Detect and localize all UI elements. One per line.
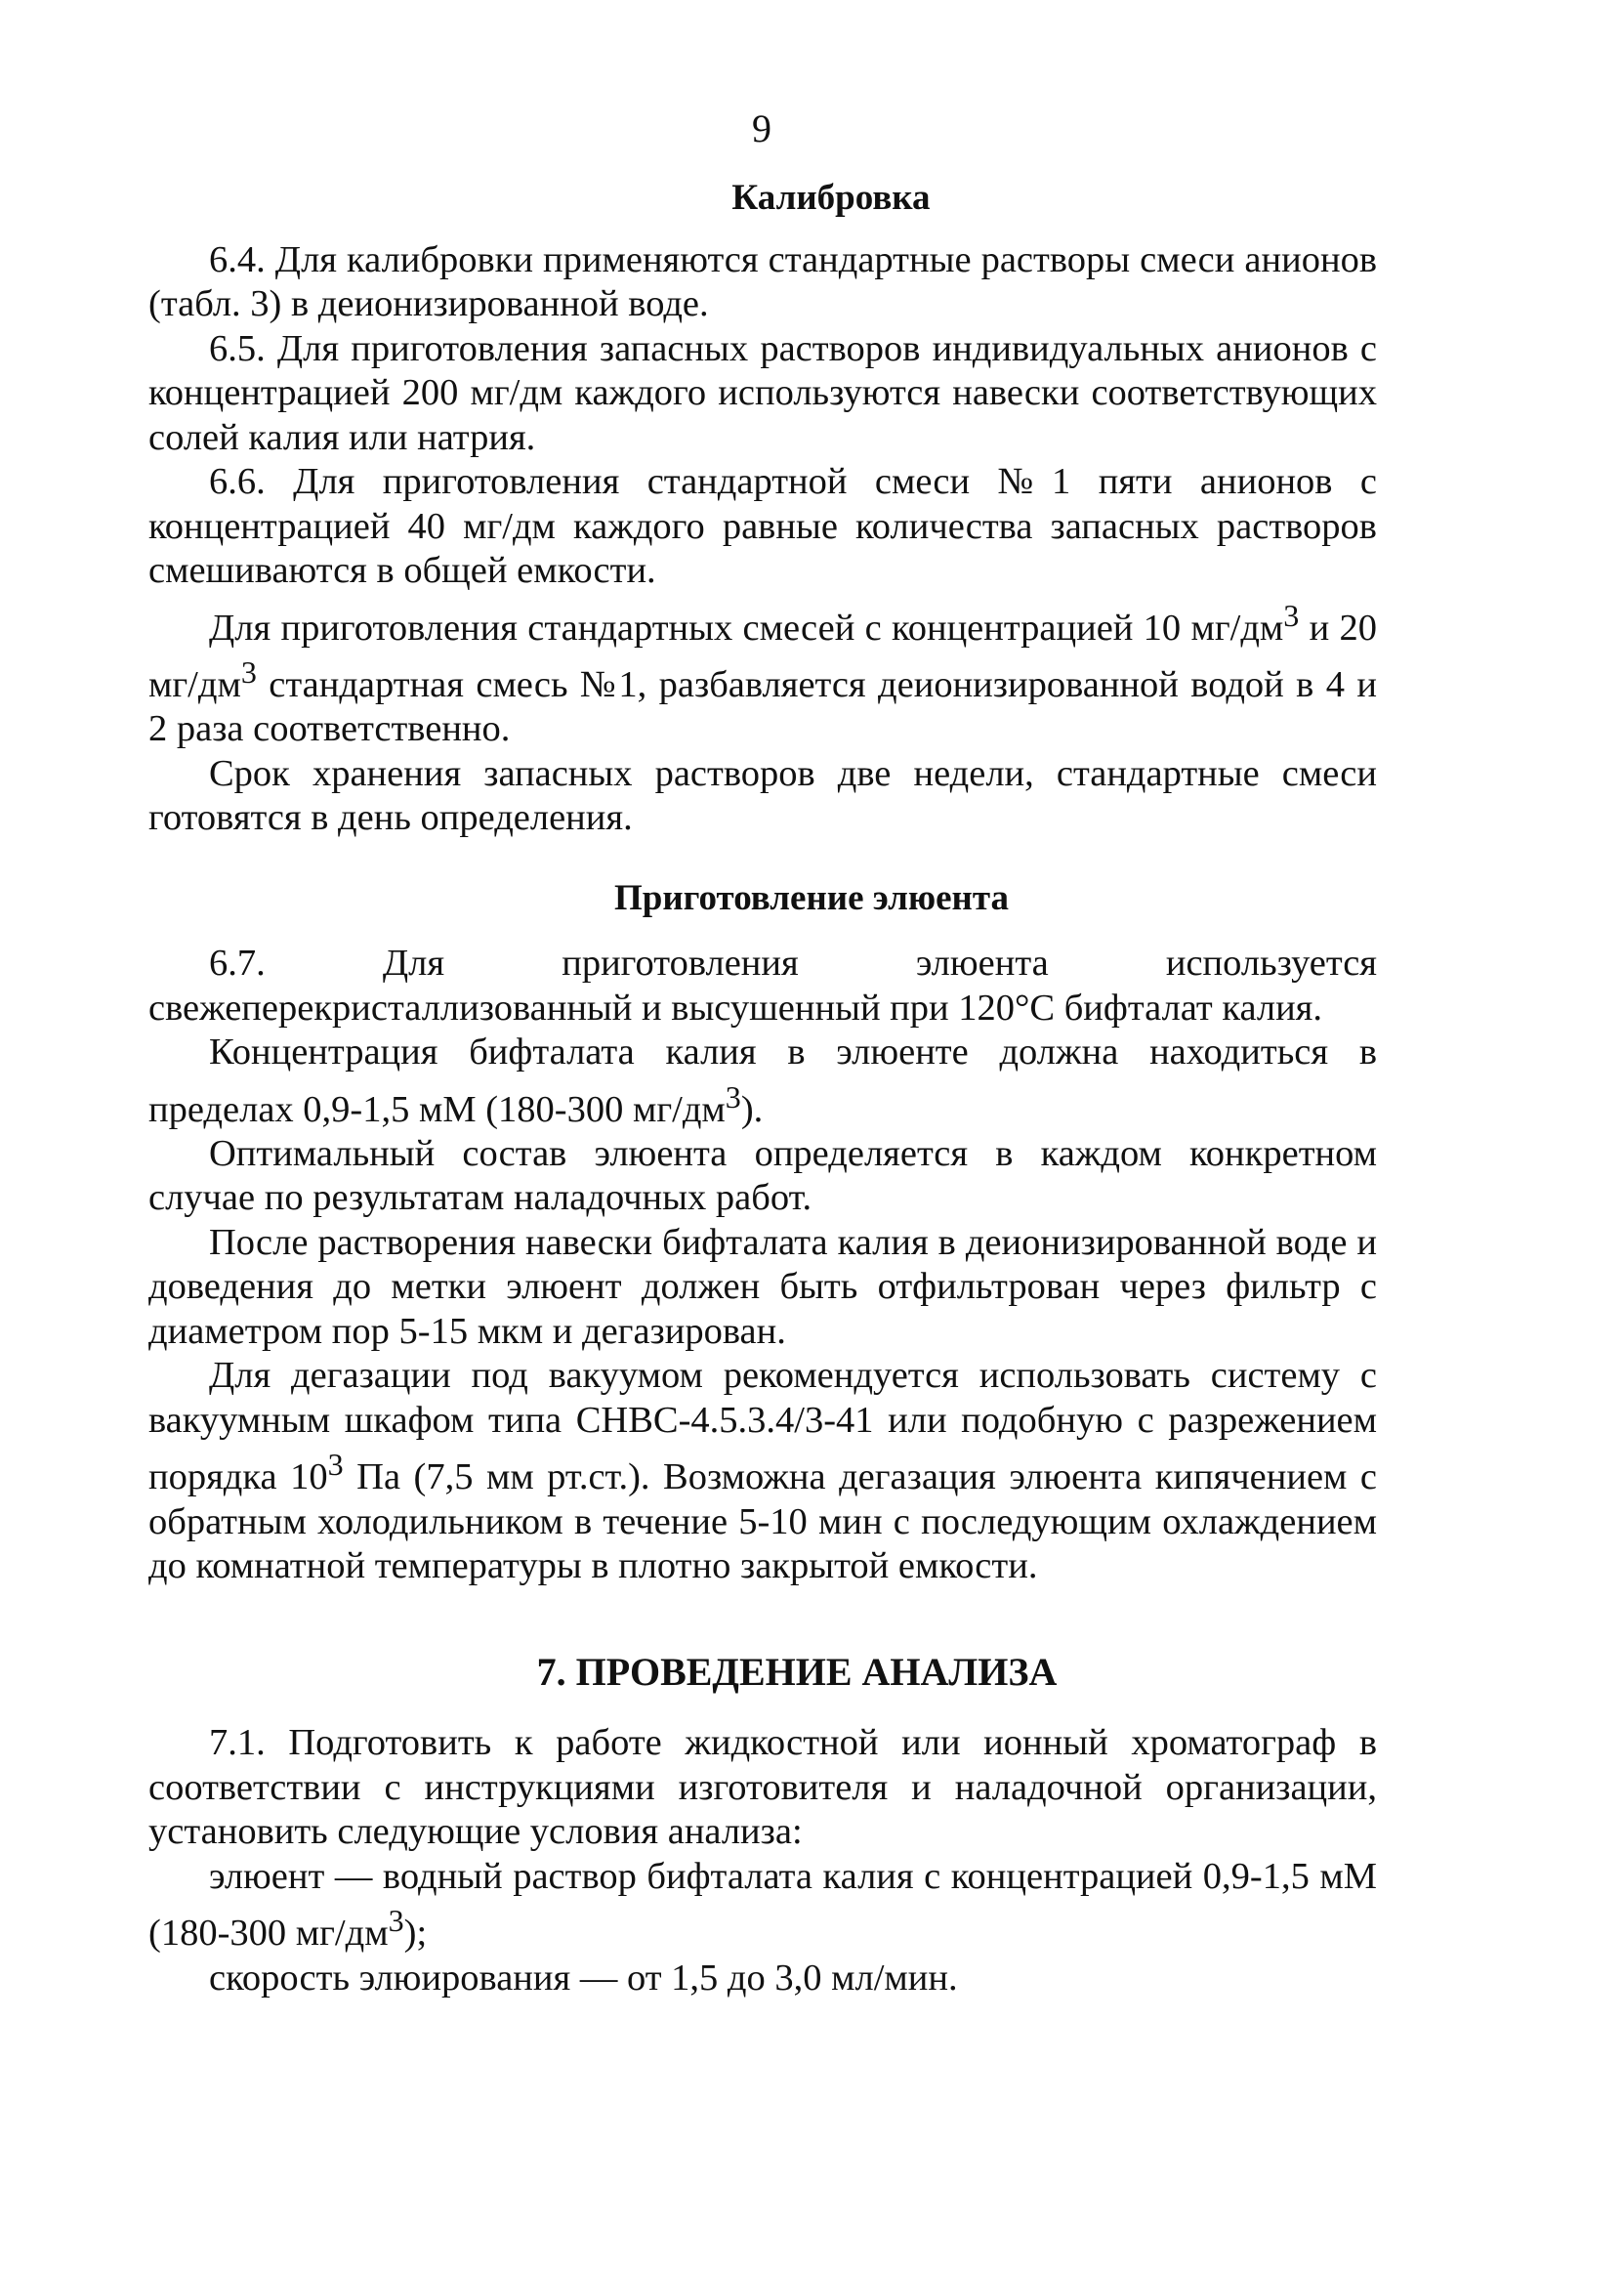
text-fragment: Па (7,5 мм рт.ст.). Возможна дегазация элюента кипячением с обратным холодильником в течение 5-10 мин с последующим охлаждением до комнатной температуры в плотно закрытой емкости. — [148, 1456, 1377, 1587]
paragraph-optimal-composition: Оптимальный состав элюента определяется в каждом конкретном случае по результатам наладочных работ. — [148, 1132, 1377, 1219]
page-content — [148, 176, 1377, 2000]
superscript: 3 — [725, 1078, 741, 1115]
superscript: 3 — [1283, 597, 1300, 633]
eluent-heading: Приготовление элюента — [613, 877, 1010, 918]
paragraph-standard-mixtures — [148, 594, 1377, 752]
section-7-heading: 7. ПРОВЕДЕНИЕ АНАЛИЗА — [536, 1649, 1058, 1694]
paragraph-elution-rate: скорость элюирования — от 1,5 до 3,0 мл/мин. — [209, 1957, 958, 1999]
superscript: 3 — [388, 1903, 404, 1939]
text-fragment: элюент — водный раствор бифталата калия с концентрацией 0,9-1,5 мМ (180-300 мг/дм — [148, 1855, 1377, 1955]
text-fragment: ); — [403, 1913, 428, 1955]
paragraph-storage: Срок хранения запасных растворов две недели, стандартные смеси готовятся в день определения. — [148, 752, 1377, 839]
paragraph-6-7: 6.7. Для приготовления элюента используется свежеперекристаллизованный и высушенный при 120°С бифталат калия. — [148, 943, 1377, 1029]
superscript: 3 — [327, 1447, 344, 1483]
page-number: 9 — [752, 106, 771, 150]
text-fragment: ). — [740, 1088, 764, 1130]
paragraph-6-4: 6.4. Для калибровки применяются стандартные растворы смеси анионов (табл. 3) в деионизированной воде. — [148, 238, 1377, 324]
calibration-heading: Калибровка — [731, 178, 931, 218]
superscript: 3 — [240, 653, 257, 690]
text-fragment: стандартная смесь №1, разбавляется деионизированной водой в 4 и 2 раза соответственно. — [148, 663, 1377, 750]
paragraph-filtration: После растворения навески бифталата калия в деионизированной воде и доведения до метки элюент должен быть отфильтрован через фильтр с диаметром пор 5-15 мкм и дегазирован. — [148, 1221, 1377, 1352]
paragraph-eluent-condition — [148, 1855, 1377, 1957]
text-fragment: Для дегазации под вакуумом рекомендуется использовать систему с вакуумным шкафом типа СНВС-4.5.3.4/3-41 или подобную с разрежением порядка 10 — [148, 1355, 1377, 1498]
text-fragment: Концентрация бифталата калия в элюенте должна находиться в пределах 0,9-1,5 мМ (180-300 мг/дм — [148, 1031, 1377, 1130]
text-fragment: Для приготовления стандартных смесей с концентрацией 10 мг/дм — [209, 607, 1284, 649]
paragraph-degassing — [148, 1354, 1377, 1588]
paragraph-7-1: 7.1. Подготовить к работе жидкостной или ионный хроматограф в соответствии с инструкциями изготовителя и наладочной организации, установить следующие условия анализа: — [148, 1722, 1377, 1853]
paragraph-6-5: 6.5. Для приготовления запасных растворов индивидуальных анионов с концентрацией 200 мг/дм каждого используются навески соответствующих солей калия или натрия. — [148, 327, 1377, 458]
text-fragment: и 20 мг/дм — [148, 607, 1378, 705]
paragraph-6-6: 6.6. Для приготовления стандартной смеси №1 пяти анионов с концентрацией 40 мг/дм каждого равные количества запасных растворов смешиваются в общей емкости. — [148, 461, 1377, 591]
paragraph-concentration — [148, 1031, 1377, 1132]
